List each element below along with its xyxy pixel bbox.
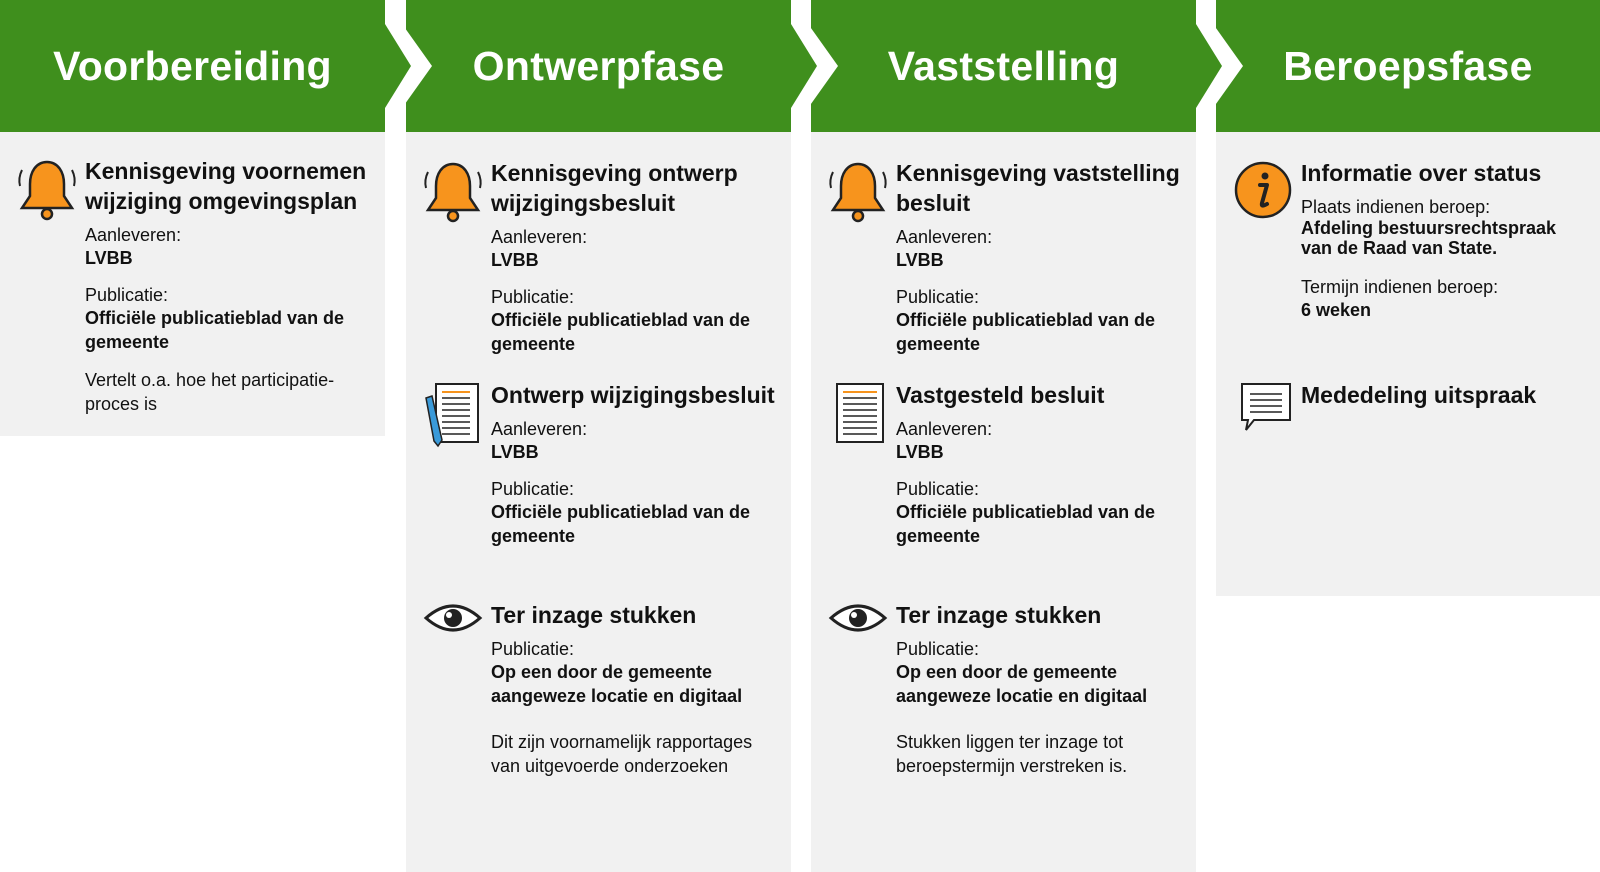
plaats-value: Afdeling bestuursrechtspraak van de Raad van State. bbox=[1301, 218, 1557, 258]
eye-icon bbox=[825, 600, 891, 668]
chevron-right-icon bbox=[385, 0, 432, 132]
phase-header bbox=[406, 0, 791, 132]
eye-icon bbox=[420, 600, 486, 668]
publicatie-value: Op een door de gemeente aangeweze locatie en digitaal bbox=[896, 662, 1148, 706]
publicatie-value: Officiële publicatieblad van de gemeente bbox=[896, 502, 1156, 546]
aanleveren-value: LVBB bbox=[85, 248, 133, 268]
item-note: Dit zijn voornamelijk rapportages van uitgevoerde onderzoeken bbox=[491, 732, 753, 776]
publicatie-label: Publicatie: bbox=[896, 287, 980, 307]
publicatie-value: Officiële publicatieblad van de gemeente bbox=[491, 310, 751, 354]
aanleveren-label: Aanleveren: bbox=[491, 227, 588, 247]
item-title: Ter inzage stukken bbox=[896, 602, 1102, 628]
phase-panel bbox=[811, 132, 1196, 872]
publicatie-label: Publicatie: bbox=[491, 287, 575, 307]
publicatie-label: Publicatie: bbox=[491, 479, 575, 499]
aanleveren-label: Aanleveren: bbox=[491, 419, 588, 439]
publicatie-value: Officiële publicatieblad van de gemeente bbox=[896, 310, 1156, 354]
publicatie-value: Officiële publicatieblad van de gemeente bbox=[85, 308, 345, 352]
phase-title: Voorbereiding bbox=[53, 42, 332, 89]
item-title: Mededeling uitspraak bbox=[1301, 382, 1537, 408]
phase-title: Vaststelling bbox=[887, 42, 1120, 89]
termijn-label: Termijn indienen beroep: bbox=[1301, 277, 1499, 297]
item-title: Kennisgeving ontwerp wijzigingsbesluit bbox=[491, 160, 738, 216]
aanleveren-value: LVBB bbox=[896, 250, 944, 270]
phase-title: Beroepsfase bbox=[1283, 42, 1533, 89]
bell-icon bbox=[14, 156, 80, 224]
publicatie-label: Publicatie: bbox=[896, 639, 980, 659]
phase-title: Ontwerpfase bbox=[472, 42, 725, 89]
aanleveren-label: Aanleveren: bbox=[896, 227, 993, 247]
info-icon bbox=[1230, 158, 1296, 226]
phase-header bbox=[811, 0, 1196, 132]
publicatie-label: Publicatie: bbox=[896, 479, 980, 499]
publicatie-label: Publicatie: bbox=[85, 285, 169, 305]
bell-icon bbox=[825, 158, 891, 226]
phase-vaststelling bbox=[811, 0, 1196, 872]
speech-bubble-icon bbox=[1230, 380, 1296, 448]
aanleveren-value: LVBB bbox=[491, 250, 539, 270]
item-title: Ontwerp wijzigingsbesluit bbox=[491, 382, 775, 408]
publicatie-value: Officiële publicatieblad van de gemeente bbox=[491, 502, 751, 546]
chevron-right-icon bbox=[1196, 0, 1243, 132]
item-note: Vertelt o.a. hoe het participatie-proces is bbox=[85, 370, 335, 414]
item-title: Vastgesteld besluit bbox=[896, 382, 1105, 408]
phase-panel bbox=[0, 132, 385, 436]
phase-header bbox=[1216, 0, 1600, 132]
item-title: Ter inzage stukken bbox=[491, 602, 697, 628]
item-title: Informatie over status bbox=[1301, 160, 1542, 186]
aanleveren-label: Aanleveren: bbox=[85, 225, 182, 245]
plaats-label: Plaats indienen beroep: bbox=[1301, 197, 1491, 217]
chevron-right-icon bbox=[791, 0, 838, 132]
publicatie-value: Op een door de gemeente aangeweze locatie en digitaal bbox=[491, 662, 743, 706]
publicatie-label: Publicatie: bbox=[491, 639, 575, 659]
phase-panel bbox=[1216, 132, 1600, 596]
aanleveren-label: Aanleveren: bbox=[896, 419, 993, 439]
aanleveren-value: LVBB bbox=[896, 442, 944, 462]
item-title: Kennisgeving voornemen wijziging omgevingsplan bbox=[85, 158, 367, 214]
document-pen-icon bbox=[420, 380, 486, 448]
item-title: Kennisgeving vaststelling besluit bbox=[896, 160, 1180, 216]
phase-panel bbox=[406, 132, 791, 872]
termijn-value: 6 weken bbox=[1301, 300, 1372, 320]
bell-icon bbox=[420, 158, 486, 226]
item-note: Stukken liggen ter inzage tot beroepstermijn verstreken is. bbox=[896, 732, 1128, 776]
phase-ontwerpfase bbox=[406, 0, 791, 872]
phase-voorbereiding bbox=[0, 0, 385, 436]
aanleveren-value: LVBB bbox=[491, 442, 539, 462]
phase-header bbox=[0, 0, 385, 132]
phase-beroepsfase bbox=[1216, 0, 1600, 596]
document-icon bbox=[825, 380, 891, 448]
